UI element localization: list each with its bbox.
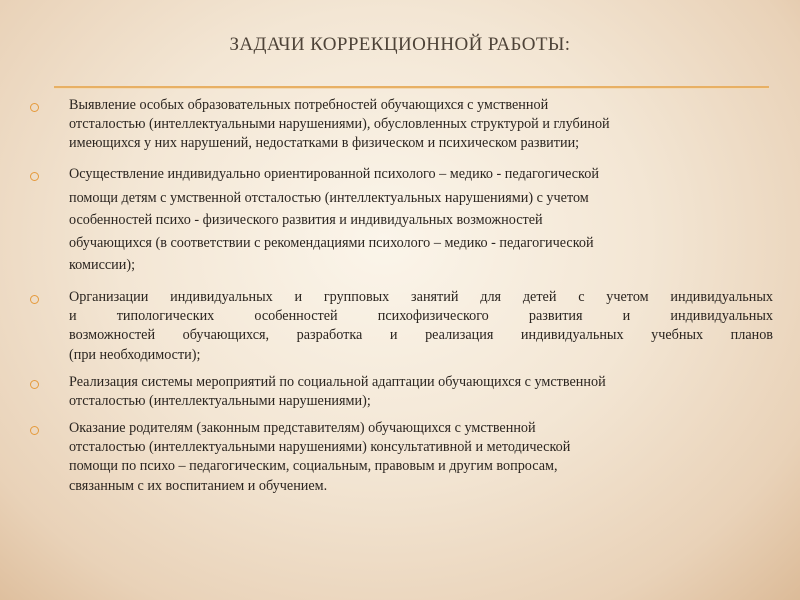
list-item-line: и типологических особенностей психофизического развития и индивидуальных [69, 308, 773, 325]
list-item-line: помощи по психо – педагогическим, социальным, правовым и другим вопросам, [69, 458, 558, 475]
list-item-line: Оказание родителям (законным представителям) обучающихся с умственной [69, 420, 536, 436]
hollow-circle-bullet-icon [30, 426, 39, 435]
list-item-line: отсталостью (интеллектуальными нарушениями), обусловленных структурой и глубиной [69, 116, 610, 133]
list-item-line: обучающихся (в соответствии с рекомендациями психолого – медико - педагогической [69, 234, 594, 251]
list-item-line: Организации индивидуальных и групповых занятий для детей с учетом индивидуальных [69, 289, 773, 305]
list-item-line: связанным с их воспитанием и обучением. [69, 477, 328, 494]
list-item-line: (при необходимости); [69, 346, 201, 363]
list-item-line: помощи детям с умственной отсталостью (интеллектуальных нарушениями) с учетом [69, 190, 589, 207]
list-item-line: возможностей обучающихся, разработка и реализация индивидуальных учебных планов [69, 327, 773, 344]
hollow-circle-bullet-icon [30, 103, 39, 112]
list-item-line: комиссии); [69, 256, 136, 273]
list-item-line: отсталостью (интеллектуальными нарушениями); [69, 393, 371, 410]
list-item-line: особенностей психо - физического развития и индивидуальных возможностей [69, 212, 543, 229]
hollow-circle-bullet-icon [30, 172, 39, 181]
title-divider-shadow [54, 88, 769, 89]
hollow-circle-bullet-icon [30, 380, 39, 389]
list-item-text [69, 96, 773, 154]
list-item-text [69, 419, 773, 496]
list-item-text [69, 373, 773, 411]
list-item-line: отсталостью (интеллектуальными нарушениями) консультативной и методической [69, 439, 571, 456]
list-item-text [69, 165, 773, 275]
hollow-circle-bullet-icon [30, 295, 39, 304]
list-item-line: Выявление особых образовательных потребностей обучающихся с умственной [69, 97, 549, 113]
list-item-line: Осуществление индивидуально ориентированной психолого – медико - педагогической [69, 166, 599, 182]
page-title: ЗАДАЧИ КОРРЕКЦИОННОЙ РАБОТЫ: [229, 34, 571, 55]
list-item-line: Реализация системы мероприятий по социальной адаптации обучающихся с умственной [69, 374, 606, 390]
list-item-line: имеющихся у них нарушений, недостатками в физическом и психическом развитии; [69, 135, 580, 152]
list-item-text [69, 288, 773, 365]
